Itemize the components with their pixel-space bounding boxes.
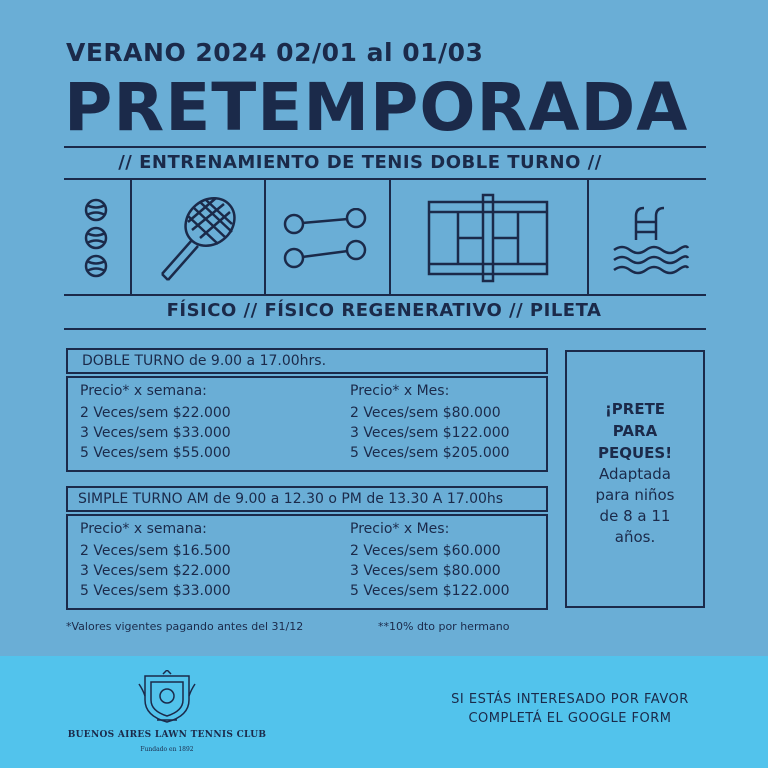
simple-month-price: 5 Veces/sem $122.000 bbox=[350, 583, 510, 599]
promo-title-line: ¡PRETE bbox=[604, 400, 666, 418]
dumbbells-icon bbox=[280, 208, 372, 272]
grid-divider bbox=[130, 178, 132, 294]
promo-title-line: PEQUES! bbox=[597, 444, 673, 462]
simple-month-price: 3 Veces/sem $80.000 bbox=[350, 563, 501, 579]
simple-week-price: 3 Veces/sem $22.000 bbox=[80, 563, 231, 579]
promo-text-line: de 8 a 11 bbox=[599, 507, 671, 525]
divider bbox=[64, 146, 706, 148]
subtitle: // ENTRENAMIENTO DE TENIS DOBLE TURNO // bbox=[118, 152, 602, 173]
promo-text-line: Adaptada bbox=[598, 465, 672, 483]
doble-month-price: 3 Veces/sem $122.000 bbox=[350, 425, 510, 441]
tennis-court-icon bbox=[426, 192, 550, 284]
simple-week-price: 5 Veces/sem $33.000 bbox=[80, 583, 231, 599]
tennis-balls-icon bbox=[78, 196, 114, 280]
simple-turno-heading: SIMPLE TURNO AM de 9.00 a 12.30 o PM de 13.30 A 17.00hs bbox=[78, 491, 504, 507]
promo-title-line: PARA bbox=[612, 422, 658, 440]
doble-week-title: Precio* x semana: bbox=[80, 383, 207, 399]
divider bbox=[64, 328, 706, 330]
date-headline: VERANO 2024 02/01 al 01/03 bbox=[66, 38, 484, 67]
kids-promo-box bbox=[565, 350, 705, 608]
grid-divider bbox=[264, 178, 266, 294]
doble-turno-prices-box bbox=[66, 376, 548, 472]
swimming-pool-icon bbox=[610, 200, 690, 280]
cta-line: SI ESTÁS INTERESADO POR FAVOR bbox=[451, 692, 689, 707]
simple-turno-prices-box bbox=[66, 514, 548, 610]
club-crest-icon bbox=[137, 670, 197, 726]
divider bbox=[64, 178, 706, 180]
doble-turno-heading: DOBLE TURNO de 9.00 a 17.00hrs. bbox=[82, 353, 327, 369]
doble-month-title: Precio* x Mes: bbox=[350, 383, 450, 399]
simple-turno-header-box bbox=[66, 486, 548, 512]
grid-divider bbox=[587, 178, 589, 294]
doble-month-price: 5 Veces/sem $205.000 bbox=[350, 445, 510, 461]
simple-month-title: Precio* x Mes: bbox=[350, 521, 450, 537]
doble-turno-header-box bbox=[66, 348, 548, 374]
discount-footnote: **10% dto por hermano bbox=[378, 620, 510, 633]
promo-text-line: para niños bbox=[595, 486, 675, 504]
doble-week-price: 3 Veces/sem $33.000 bbox=[80, 425, 231, 441]
club-founded: Fundado en 1892 bbox=[140, 746, 194, 753]
promo-text-line: años. bbox=[614, 528, 656, 546]
club-logo bbox=[62, 670, 272, 756]
club-name: BUENOS AIRES LAWN TENNIS CLUB bbox=[67, 730, 267, 740]
doble-week-price: 2 Veces/sem $22.000 bbox=[80, 405, 231, 421]
doble-week-price: 5 Veces/sem $55.000 bbox=[80, 445, 231, 461]
simple-month-price: 2 Veces/sem $60.000 bbox=[350, 543, 501, 559]
validity-footnote: *Valores vigentes pagando antes del 31/12 bbox=[66, 620, 304, 633]
activities-list: FÍSICO // FÍSICO REGENERATIVO // PILETA bbox=[166, 300, 602, 321]
grid-divider bbox=[389, 178, 391, 294]
simple-week-title: Precio* x semana: bbox=[80, 521, 207, 537]
page-title: PRETEMPORADA bbox=[64, 69, 689, 146]
simple-week-price: 2 Veces/sem $16.500 bbox=[80, 543, 231, 559]
tennis-racket-icon bbox=[148, 190, 248, 286]
footer-banner bbox=[0, 656, 768, 768]
cta-line: COMPLETÁ EL GOOGLE FORM bbox=[468, 711, 672, 726]
doble-month-price: 2 Veces/sem $80.000 bbox=[350, 405, 501, 421]
divider bbox=[64, 294, 706, 296]
